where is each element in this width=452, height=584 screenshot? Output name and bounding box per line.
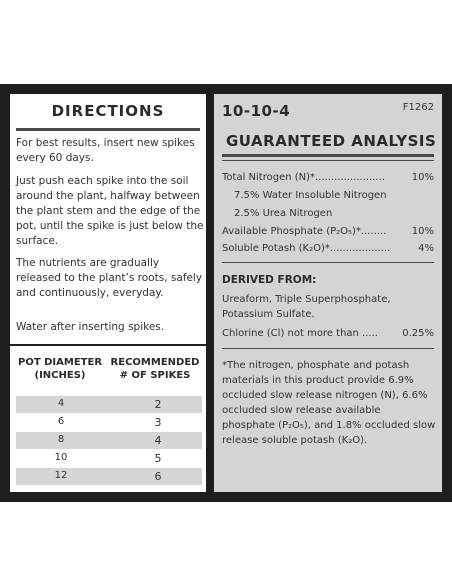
analysis-label: Available Phosphate (P₂O₅)*........ <box>222 226 387 237</box>
spike-count-cell: 2 <box>154 398 162 411</box>
divider <box>16 128 200 131</box>
pot-diameter-cell: 4 <box>57 398 65 409</box>
analysis-label: 2.5% Urea Nitrogen <box>234 208 333 219</box>
direction-paragraph: Water after inserting spikes. <box>16 321 165 333</box>
chlorine-value: 0.25% <box>402 328 434 339</box>
table-row <box>16 396 202 413</box>
recommended-spikes-header: RECOMMENDED # OF SPIKES <box>110 357 200 381</box>
nutrient-ratio: 10-10-4 <box>222 102 291 120</box>
divider <box>222 160 434 161</box>
footnote: *The nitrogen, phosphate and potash materials in this product provide 6.9% occluded slow release nitrogen (N), 6.6% occluded slow release available phosphate (P₂O₅), and 1.8% occluded slow release soluble potash (K₂O). <box>222 360 436 446</box>
analysis-value: 10% <box>411 172 434 183</box>
direction-paragraph: Just push each spike into the soil around the plant, halfway between the plant stem and the edge of the pot, until the spike is just below the surface. <box>16 175 204 247</box>
spike-count-cell: 5 <box>154 452 162 465</box>
analysis-line <box>222 170 434 185</box>
directions-heading: DIRECTIONS <box>51 102 165 120</box>
table-row <box>16 450 202 467</box>
direction-paragraph: For best results, insert new spikes every 60 days. <box>16 137 195 164</box>
table-row <box>16 468 202 485</box>
analysis-line <box>222 241 434 256</box>
table-row <box>16 414 202 431</box>
spike-count-cell: 3 <box>154 416 162 429</box>
product-code: F1262 <box>402 102 434 113</box>
pot-diameter-cell: 6 <box>57 416 65 427</box>
divider <box>10 344 206 346</box>
directions-panel <box>10 94 206 492</box>
analysis-label: Total Nitrogen (N)*...................... <box>222 172 385 183</box>
analysis-line <box>222 224 434 239</box>
direction-paragraph: The nutrients are gradually released to the plant’s roots, safely and continuously, everyday. <box>16 257 203 299</box>
pot-diameter-cell: 12 <box>54 470 68 481</box>
pot-diameter-cell: 8 <box>57 434 65 445</box>
analysis-value: 10% <box>411 226 434 237</box>
chlorine-line <box>222 326 434 341</box>
analysis-line <box>234 206 434 221</box>
analysis-label: 7.5% Water Insoluble Nitrogen <box>234 190 387 201</box>
pot-diameter-cell: 10 <box>54 452 68 463</box>
spike-count-cell: 6 <box>154 470 162 483</box>
divider <box>222 262 434 263</box>
derived-from-heading: DERIVED FROM: <box>222 274 317 286</box>
divider <box>222 154 434 157</box>
pot-diameter-header: POT DIAMETER (INCHES) <box>17 357 103 381</box>
analysis-value: 4% <box>418 243 434 254</box>
analysis-panel <box>214 94 442 492</box>
analysis-heading: GUARANTEED ANALYSIS <box>226 132 437 150</box>
spike-count-cell: 4 <box>154 434 162 447</box>
chlorine-label: Chlorine (Cl) not more than ..... <box>222 328 378 339</box>
derived-from-text: Ureaform, Triple Superphosphate, Potassium Sulfate. <box>222 294 391 320</box>
table-row <box>16 432 202 449</box>
analysis-line <box>234 188 434 203</box>
analysis-label: Soluble Potash (K₂O)*................... <box>222 243 391 254</box>
divider <box>222 348 434 349</box>
